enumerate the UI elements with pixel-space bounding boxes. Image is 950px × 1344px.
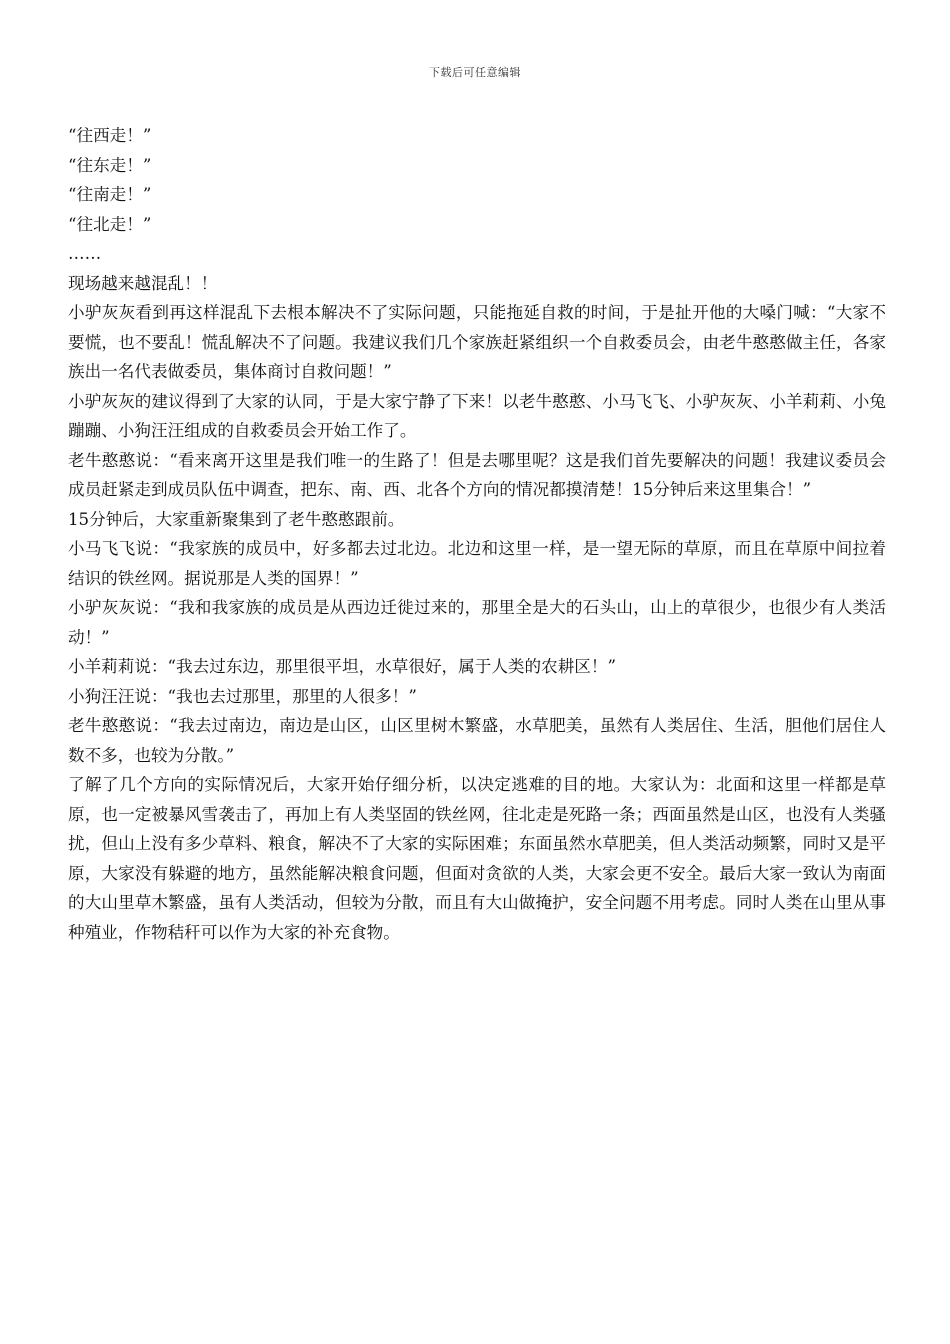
paragraph: 老牛憨憨说：“看来离开这里是我们唯一的生路了！但是去哪里呢？这是我们首先要解决的问题！我建议委员会成员赶紧走到成员队伍中调查，把东、南、西、北各个方向的情况都摸清楚！15分钟后来这里集合！” xyxy=(68,450,886,499)
document-body xyxy=(68,121,886,947)
paragraph: 老牛憨憨说：“我去过南边，南边是山区，山区里树木繁盛，水草肥美，虽然有人类居住、生活，胆他们居住人数不多，也较为分散。” xyxy=(68,716,886,765)
paragraph: 15分钟后，大家重新聚集到了老牛憨憨跟前。 xyxy=(68,509,405,529)
paragraph: 小驴灰灰看到再这样混乱下去根本解决不了实际问题，只能拖延自救的时间，于是扯开他的大嗓门喊：“大家不要慌，也不要乱！慌乱解决不了问题。我建议我们几个家族赶紧组织一个自救委员会，由老牛憨憨做主任，各家族出一名代表做委员，集体商讨自救问题！” xyxy=(68,303,886,381)
paragraph: “往北走！” xyxy=(68,214,152,234)
paragraph: “往西走！” xyxy=(68,126,152,145)
paragraph: “往南走！” xyxy=(68,185,152,204)
paragraph: 现场越来越混乱！！ xyxy=(68,273,218,293)
paragraph: 小羊莉莉说：“我去过东边，那里很平坦，水草很好，属于人类的农耕区！” xyxy=(68,657,616,676)
paragraph: 小马飞飞说：“我家族的成员中，好多都去过北边。北边和这里一样，是一望无际的草原，而且在草原中间拉着结识的铁丝网。据说那是人类的国界！” xyxy=(68,539,886,588)
paragraph: 小驴灰灰的建议得到了大家的认同，于是大家宁静了下来！以老牛憨憨、小马飞飞、小驴灰灰、小羊莉莉、小兔蹦蹦、小狗汪汪组成的自救委员会开始工作了。 xyxy=(68,391,886,440)
page-header: 下载后可任意编辑 xyxy=(429,66,521,79)
paragraph: …… xyxy=(68,244,102,263)
paragraph: 小驴灰灰说：“我和我家族的成员是从西边迁徙过来的，那里全是大的石头山，山上的草很少，也很少有人类活动！” xyxy=(68,598,886,647)
paragraph: 小狗汪汪说：“我也去过那里，那里的人很多！” xyxy=(68,686,417,706)
paragraph: 了解了几个方向的实际情况后，大家开始仔细分析，以决定逃难的目的地。大家认为：北面和这里一样都是草原，也一定被暴风雪袭击了，再加上有人类坚固的铁丝网，往北走是死路一条；西面虽然是山区，也没有人类骚扰，但山上没有多少草料、粮食，解决不了大家的实际困难；东面虽然水草肥美，但人类活动频繁，同时又是平原，大家没有躲避的地方，虽然能解决粮食问题，但面对贪欲的人类，大家会更不安全。最后大家一致认为南面的大山里草木繁盛，虽有人类活动，但较为分散，而且有大山做掩护，安全问题不用考虑。同时人类在山里从事种殖业，作物秸秆可以作为大家的补充食物。 xyxy=(68,775,886,942)
paragraph: “往东走！” xyxy=(68,155,152,175)
